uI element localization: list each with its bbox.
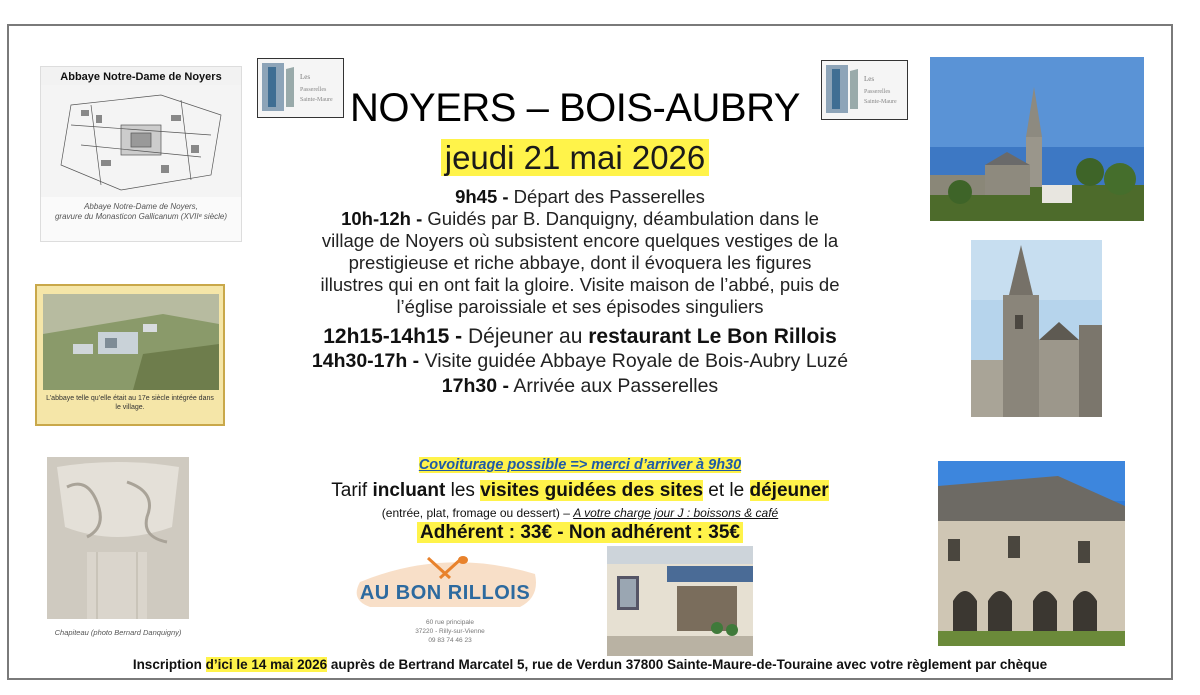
restaurant-logo (340, 552, 555, 657)
association-logo-right (821, 60, 908, 120)
logo-drawing-left (258, 59, 342, 115)
program-line: 10h-12h - Guidés par B. Danquigny, déambulation dans le (341, 208, 819, 229)
svg-text:Sainte-Maure: Sainte-Maure (300, 97, 333, 103)
svg-text:Les: Les (300, 73, 311, 81)
abbey-engraving (40, 66, 242, 242)
program-line: l’église paroissiale et ses épisodes singuliers (396, 296, 764, 317)
page-title: NOYERS – BOIS-AUBRY (350, 86, 800, 130)
association-logo-left (257, 58, 344, 118)
restaurant-name: AU BON RILLOIS (359, 582, 531, 604)
carpool-note: Covoiturage possible => merci d’arriver à 9h30 (418, 457, 742, 473)
svg-text:Les: Les (864, 75, 875, 83)
church-photo-landscape (930, 57, 1144, 221)
aerial-drawing (43, 294, 219, 390)
program-line: 17h30 - Arrivée aux Passerelles (441, 375, 719, 397)
church-tower-drawing (971, 240, 1102, 417)
bois-aubry-drawing (938, 461, 1125, 646)
event-date-wrap (340, 139, 810, 177)
church-landscape-drawing (930, 57, 1144, 221)
bois-aubry-abbey-photo (938, 461, 1125, 646)
abbey-aerial-view (35, 284, 225, 426)
logo-drawing-right (822, 61, 906, 117)
program-line: prestigieuse et riche abbaye, dont il évoquera les figures (348, 252, 812, 273)
menu-note: (entrée, plat, fromage ou dessert) – A votre charge jour J : boissons & café (381, 506, 779, 520)
program-line: 12h15-14h15 - Déjeuner au restaurant Le Bon Rillois (323, 325, 837, 348)
church-photo-tower (971, 240, 1102, 417)
restaurant-photo (607, 546, 753, 656)
tarif-line: Tarif incluant les visites guidées des sites et le déjeuner (331, 480, 829, 501)
capital-caption: Chapiteau (photo Bernard Danquigny) (54, 628, 182, 637)
program (270, 186, 890, 399)
engraving-caption-2: gravure du Monasticon Gallicanum (XVIIᵉ siècle) (54, 212, 228, 222)
engraving-caption-1: Abbaye Notre-Dame de Noyers, (84, 202, 198, 211)
program-line: village de Noyers où subsistent encore quelques vestiges de la (321, 230, 839, 251)
prices-wrap (270, 521, 890, 545)
prices: Adhérent : 33€ - Non adhérent : 35€ (417, 522, 743, 543)
capital-drawing (47, 457, 189, 619)
registration-footer: Inscription d’ici le 14 mai 2026 auprès de Bertrand Marcatel 5, rue de Verdun 37800 Sainte-Maure-de-Touraine avec votre règlement par chèque (132, 657, 1048, 672)
engraving-drawing (41, 85, 241, 197)
restaurant-address: 60 rue principale 37220 - Rilly-sur-Vienne 09 83 74 46 23 (415, 619, 485, 644)
program-line: 14h30-17h - Visite guidée Abbaye Royale de Bois-Aubry Luzé (311, 350, 849, 372)
event-date: jeudi 21 mai 2026 (441, 139, 710, 176)
restaurant-photo-drawing (607, 546, 753, 656)
svg-text:Sainte-Maure: Sainte-Maure (864, 99, 897, 105)
svg-text:Passerelles: Passerelles (864, 89, 891, 95)
program-line: 9h45 - Départ des Passerelles (455, 186, 705, 207)
engraving-title: Abbaye Notre-Dame de Noyers (41, 67, 241, 85)
carpool-wrap (320, 456, 840, 474)
capital-photo (44, 455, 192, 643)
svg-text:Passerelles: Passerelles (300, 87, 327, 93)
aerial-caption: L’abbaye telle qu’elle était au 17e siècle intégrée dans le village. (46, 395, 214, 412)
program-line: illustres qui en ont fait la gloire. Visite maison de l’abbé, puis de (320, 274, 840, 295)
